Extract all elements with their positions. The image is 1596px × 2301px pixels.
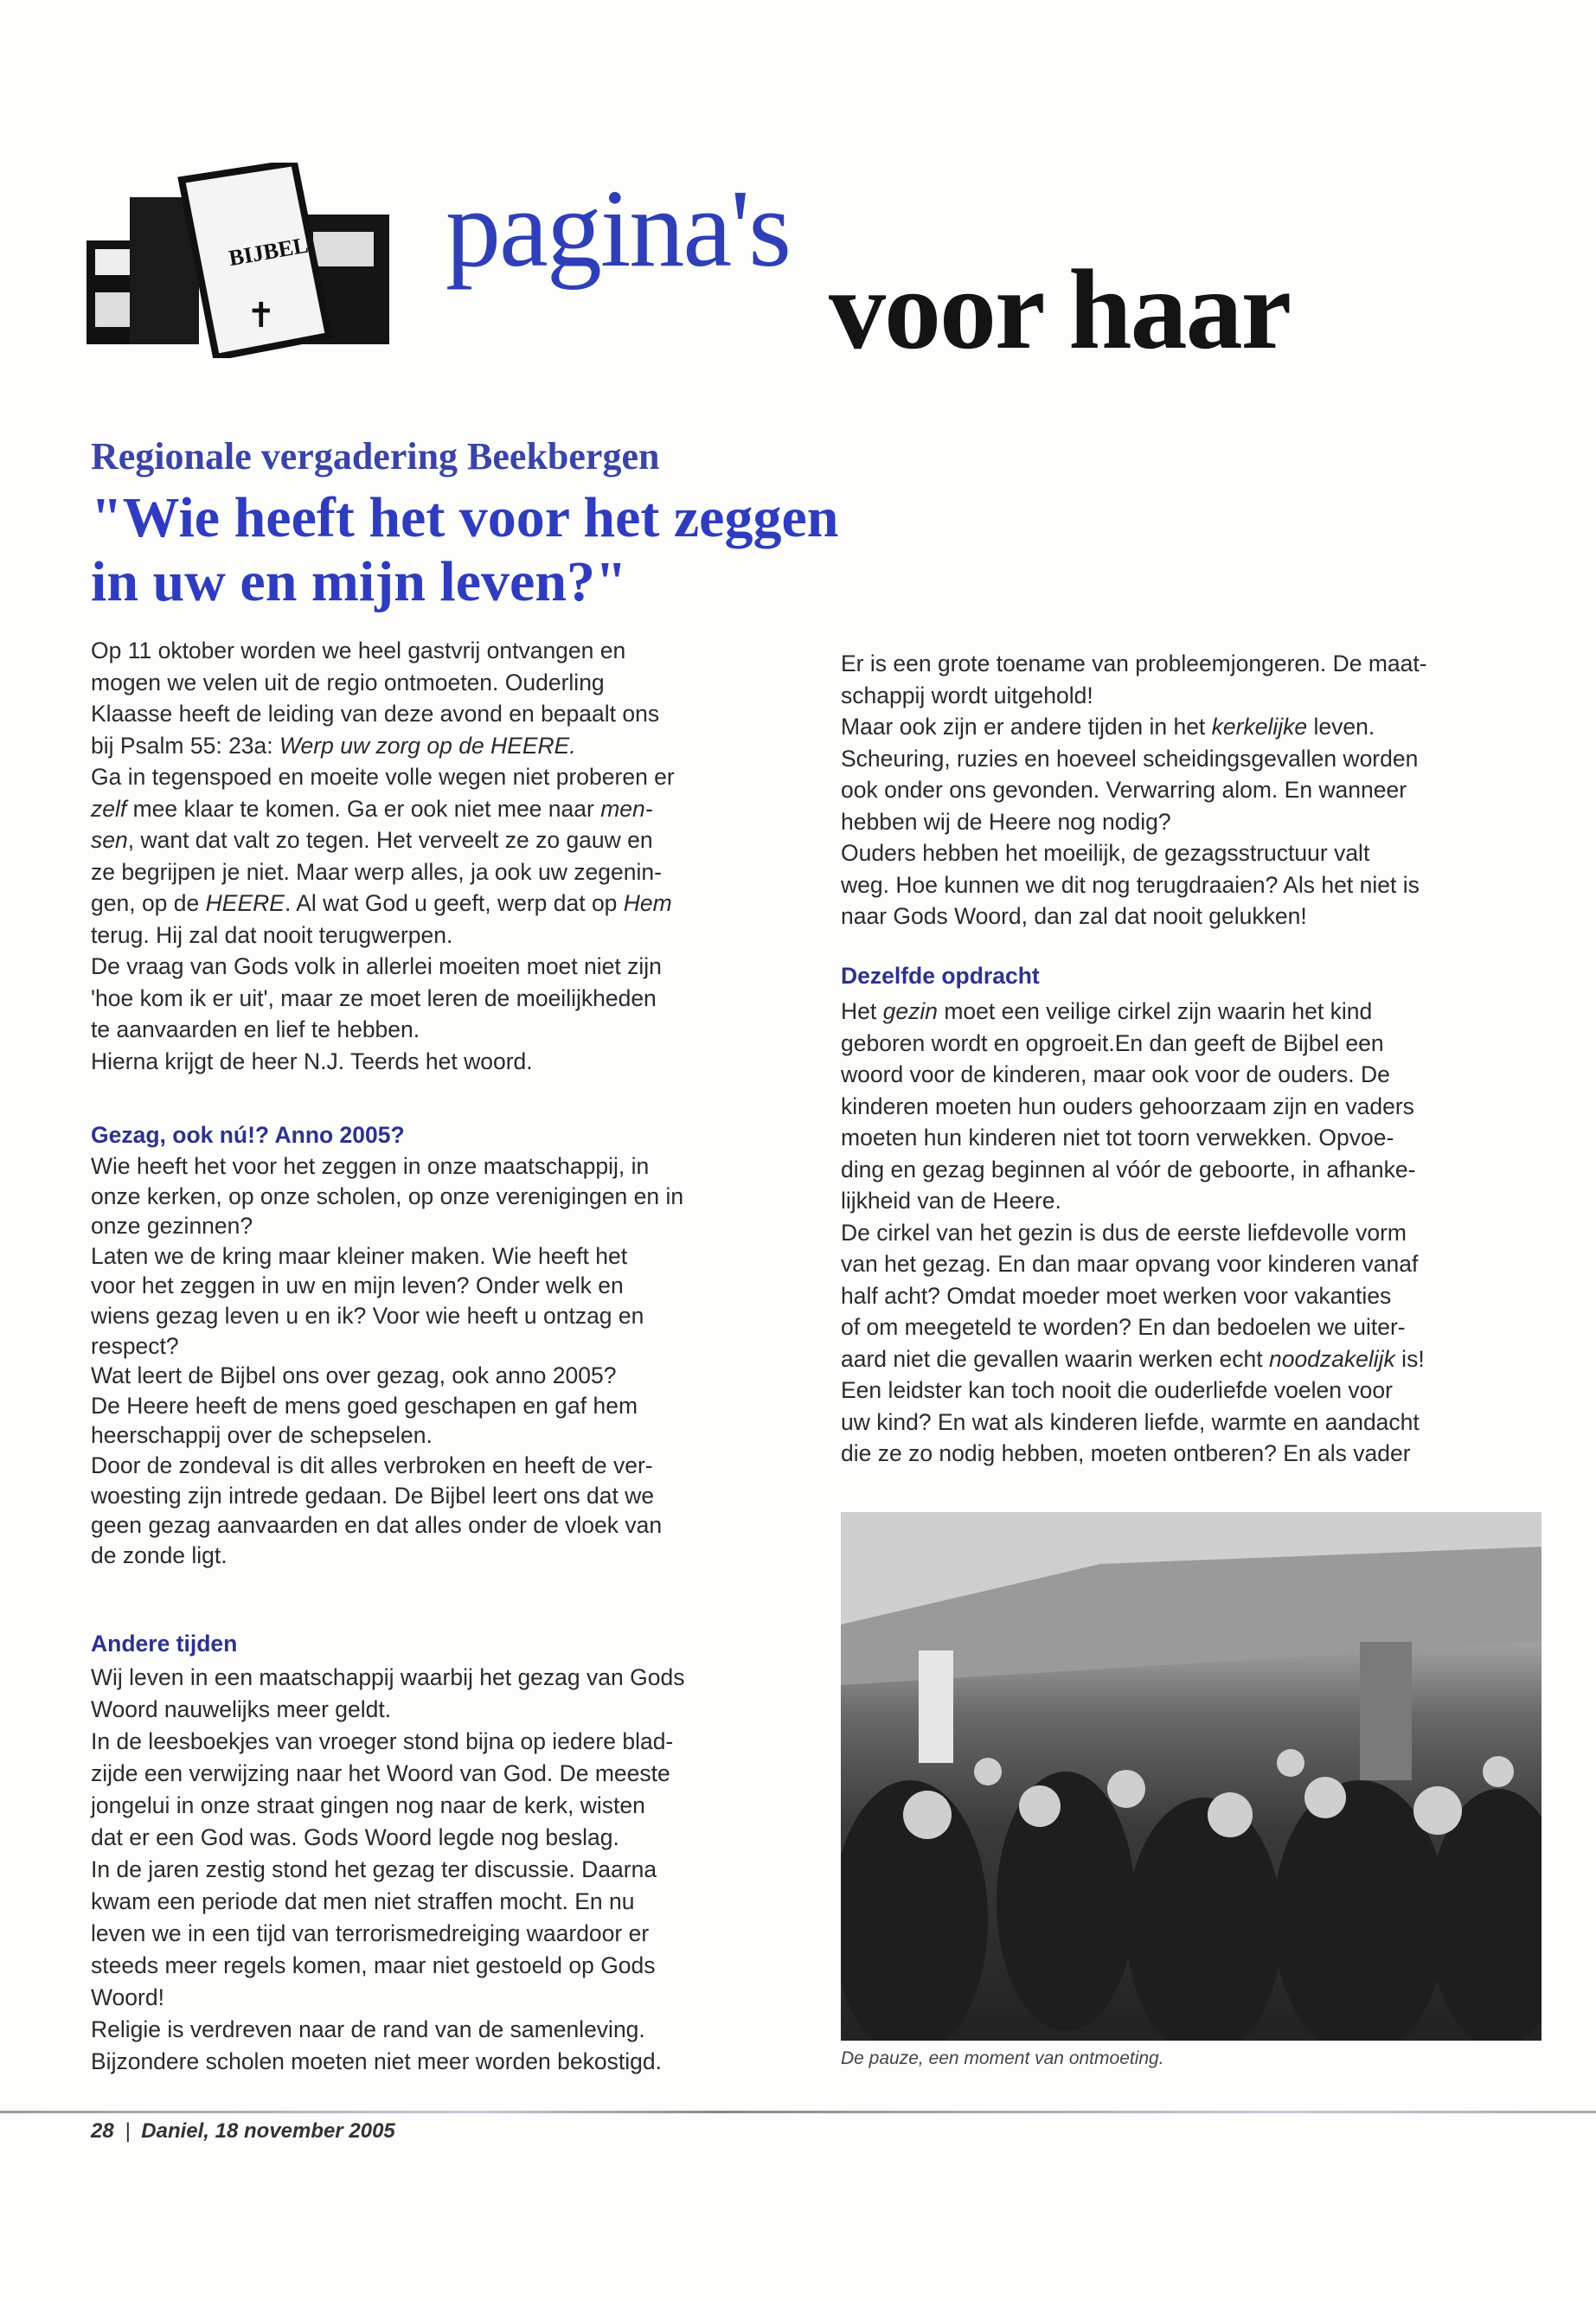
text-line	[91, 730, 809, 762]
text-segment: , want dat valt zo tegen. Het verveelt ze zo gauw en	[127, 827, 653, 853]
emphasis-text: gezin	[882, 998, 938, 1024]
text-line	[91, 888, 809, 920]
text-line: jongelui in onze straat gingen nog naar de kerk, wisten	[91, 1792, 645, 1818]
footer-rule	[0, 2111, 1596, 2113]
text-line: geboren wordt en opgroeit.En dan geeft de Bijbel een	[841, 1029, 1384, 1056]
section-heading-dezelfde-opdracht: Dezelfde opdracht	[841, 963, 1040, 989]
page-number: 28	[91, 2119, 114, 2143]
text-line: onze kerken, op onze scholen, op onze verenigingen en in	[91, 1183, 684, 1209]
text-line	[841, 996, 1559, 1028]
text-line: geen gezag aanvaarden en dat alles onder de vloek van	[91, 1512, 663, 1539]
left-paragraph-andere-tijden	[91, 1662, 809, 2078]
text-line: te aanvaarden en lief te hebben.	[91, 1016, 420, 1042]
text-line: die ze zo nodig hebben, moeten ontberen? En als vader	[841, 1440, 1411, 1466]
text-line: zijde een verwijzing naar het Woord van God. De meeste	[91, 1760, 670, 1786]
text-line: dat er een God was. Gods Woord legde nog beslag.	[91, 1824, 619, 1850]
emphasis-text: HEERE	[205, 890, 285, 916]
text-line: Ga in tegenspoed en moeite volle wegen niet proberen er	[91, 764, 675, 790]
text-line: woesting zijn intrede gedaan. De Bijbel leert ons dat we	[91, 1482, 655, 1509]
section-kicker-bottom: voor haar	[829, 246, 1291, 373]
text-line: Scheuring, ruzies en hoeveel scheidingsgevallen worden	[841, 745, 1419, 772]
text-line: moeten hun kinderen niet tot toorn verwekken. Opvoe-	[841, 1125, 1394, 1150]
text-segment: gen, op de	[91, 890, 206, 916]
text-line: leven we in een tijd van terrorismedreiging waardoor er	[91, 1920, 650, 1946]
text-line: respect?	[91, 1332, 179, 1359]
left-paragraph-gezag	[91, 1151, 809, 1570]
text-line: hebben wij de Heere nog nodig?	[841, 808, 1171, 835]
text-segment: moet een veilige cirkel zijn waarin het kind	[937, 998, 1373, 1024]
text-line: van het gezag. En dan maar opvang voor kinderen vanaf	[841, 1251, 1419, 1277]
text-line: ding en gezag beginnen al vóór de geboorte, in afhanke-	[841, 1156, 1416, 1183]
text-line: ze begrijpen je niet. Maar werp alles, ja ook uw zegenin-	[91, 858, 662, 885]
text-segment: mee klaar te komen. Ga er ook niet mee naar	[126, 795, 601, 822]
text-line: Klaasse heeft de leiding van deze avond en bepaalt ons	[91, 701, 660, 727]
text-line: 'hoe kom ik er uit', maar ze moet leren de moeilijkheden	[91, 984, 657, 1011]
text-line: wiens gezag leven u en ik? Voor wie heeft u ontzag en	[91, 1302, 644, 1329]
text-segment: leven.	[1307, 714, 1375, 740]
text-line	[841, 1343, 1559, 1375]
emphasis-text: zelf	[91, 795, 127, 822]
section-kicker-top: pagina's	[445, 167, 791, 290]
text-line: lijkheid van de Heere.	[841, 1188, 1061, 1214]
emphasis-text: men-	[600, 795, 653, 822]
text-line: half acht? Omdat moeder moet werken voor vakanties	[841, 1282, 1392, 1309]
text-line: Wat leert de Bijbel ons over gezag, ook anno 2005?	[91, 1362, 617, 1389]
page-footer	[91, 2119, 395, 2144]
text-line	[91, 824, 809, 856]
text-line: onze gezinnen?	[91, 1213, 253, 1240]
text-segment: is!	[1394, 1345, 1425, 1372]
text-line: Ouders hebben het moeilijk, de gezagsstructuur valt	[841, 840, 1370, 866]
bible-books-logo	[87, 163, 391, 358]
emphasis-text: kerkelijke	[1211, 714, 1308, 740]
article-subtitle: Regionale vergadering Beekbergen	[91, 435, 660, 478]
text-line: Een leidster kan toch nooit die ouderliefde voelen voor	[841, 1377, 1393, 1403]
text-line: Bijzondere scholen moeten niet meer worden bekostigd.	[91, 2048, 662, 2074]
text-line: ook onder ons gevonden. Verwarring alom. En wanneer	[841, 777, 1407, 803]
text-line: kwam een periode dat men niet straffen mocht. En nu	[91, 1888, 635, 1914]
text-line: naar Gods Woord, dan zal dat nooit gelukken!	[841, 903, 1307, 929]
text-line: Laten we de kring maar kleiner maken. Wie heeft het	[91, 1242, 628, 1269]
text-line: Er is een grote toename van probleemjongeren. De maat-	[841, 651, 1427, 676]
text-line: De cirkel van het gezin is dus de eerste liefdevolle vorm	[841, 1219, 1407, 1246]
right-paragraph-intro	[841, 648, 1559, 933]
text-line: voor het zeggen in uw en mijn leven? Onder welk en	[91, 1272, 624, 1299]
text-segment: Het	[841, 998, 883, 1024]
text-line: mogen we velen uit de regio ontmoeten. Ouderling	[91, 669, 605, 695]
publication-date: Daniel, 18 november 2005	[141, 2119, 395, 2143]
text-segment: aard niet die gevallen waarin werken echt	[841, 1345, 1269, 1372]
left-paragraph-intro	[91, 635, 809, 1077]
text-line: Door de zondeval is dit alles verbroken en heeft de ver-	[91, 1452, 653, 1478]
text-line: In de leesboekjes van vroeger stond bijna op iedere blad-	[91, 1728, 674, 1754]
title-line: in uw en mijn leven?"	[91, 550, 627, 613]
text-line: Op 11 oktober worden we heel gastvrij ontvangen en	[91, 638, 626, 663]
emphasis-text: Werp uw zorg op de HEERE.	[279, 732, 576, 759]
emphasis-text: sen	[91, 827, 128, 853]
text-line: Religie is verdreven naar de rand van de samenleving.	[91, 2016, 645, 2042]
text-line: kinderen moeten hun ouders gehoorzaam zijn en vaders	[841, 1093, 1414, 1119]
text-line: uw kind? En wat als kinderen liefde, warmte en aandacht	[841, 1408, 1420, 1435]
footer-separator: |	[125, 2119, 131, 2143]
text-line: woord voor de kinderen, maar ook voor de ouders. De	[841, 1061, 1390, 1087]
text-line: Wie heeft het voor het zeggen in onze maatschappij, in	[91, 1153, 650, 1179]
text-line: de zonde ligt.	[91, 1541, 228, 1568]
cross-icon: ✝	[247, 297, 276, 335]
text-line: heerschappij over de schepselen.	[91, 1422, 433, 1449]
text-line: weg. Hoe kunnen we dit nog terugdraaien? Als het niet is	[841, 871, 1420, 898]
meeting-photo	[841, 1512, 1542, 2041]
logo-label: BIJBEL	[227, 232, 311, 272]
text-line: schappij wordt uitgehold!	[841, 682, 1093, 708]
title-line: "Wie heeft het voor het zeggen	[91, 486, 839, 549]
text-line: In de jaren zestig stond het gezag ter discussie. Daarna	[91, 1856, 657, 1882]
text-line	[91, 793, 809, 825]
text-line: Woord nauwelijks meer geldt.	[91, 1696, 392, 1722]
text-line	[841, 711, 1559, 743]
photo-caption: De pauze, een moment van ontmoeting.	[841, 2048, 1164, 2068]
article-title	[91, 486, 838, 614]
section-heading-andere-tijden: Andere tijden	[91, 1631, 238, 1657]
emphasis-text: noodzakelijk	[1268, 1345, 1395, 1372]
text-segment: . Al wat God u geeft, werp dat op	[284, 890, 624, 916]
text-line: steeds meer regels komen, maar niet gestoeld op Gods	[91, 1952, 656, 1978]
text-line: terug. Hij zal dat nooit terugwerpen.	[91, 921, 453, 948]
text-line: De Heere heeft de mens goed geschapen en gaf hem	[91, 1392, 638, 1419]
emphasis-text: Hem	[623, 890, 672, 916]
right-paragraph-opdracht	[841, 996, 1559, 1470]
text-line: of om meegeteld te worden? En dan bedoelen we uiter-	[841, 1314, 1406, 1340]
text-line: Woord!	[91, 1984, 164, 2010]
section-heading-gezag: Gezag, ook nú!? Anno 2005?	[91, 1122, 405, 1148]
text-segment: bij Psalm 55: 23a:	[91, 732, 280, 759]
text-line: De vraag van Gods volk in allerlei moeiten moet niet zijn	[91, 953, 662, 979]
text-segment: Maar ook zijn er andere tijden in het	[841, 714, 1212, 740]
text-line: Wij leven in een maatschappij waarbij het gezag van Gods	[91, 1664, 685, 1690]
text-line: Hierna krijgt de heer N.J. Teerds het woord.	[91, 1048, 533, 1074]
